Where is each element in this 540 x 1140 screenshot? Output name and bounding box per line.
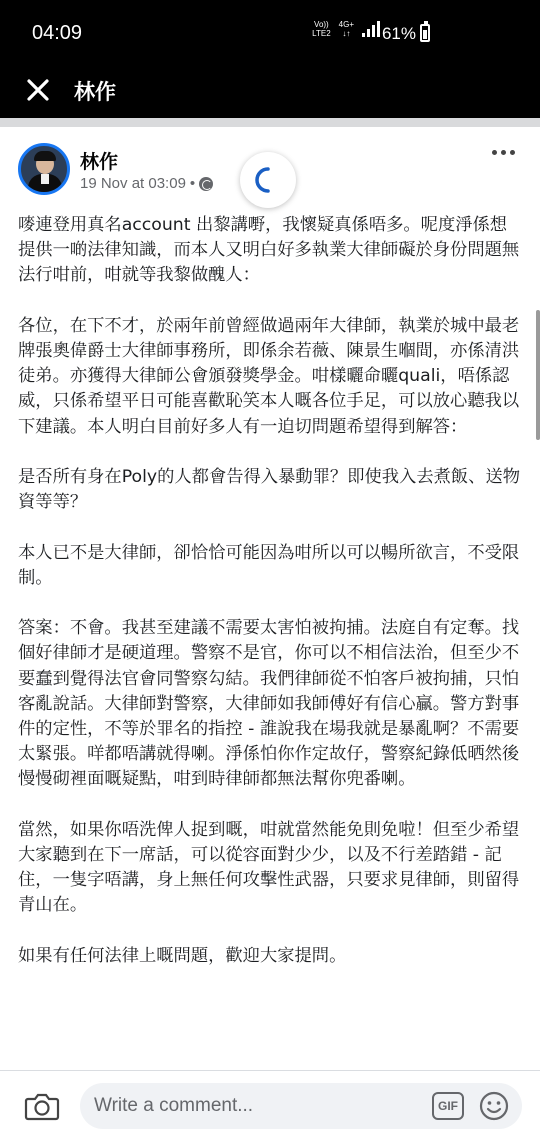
status-bar <box>0 0 540 66</box>
post-paragraph: 是否所有身在Poly的人都會告得入暴動罪？即使我入去煮飯、送物資等等？ <box>18 467 521 513</box>
status-time: 04:09 <box>32 22 83 44</box>
post-paragraph: 答案：不會。我甚至建議不需要太害怕被拘捕。法庭自有定奪。找個好律師才是硬道理。警察不是官，你可以不相信法治，但至少不要蠢到覺得法官會同警察勾結。我們律師從不怕客戶被拘捕，只怕客亂說話。大律師對警察，大律師如我師傅好有信心贏。警方對事件的定性，不等於罪名的指控 - 誰說我在場我就是暴亂啊？不需要太緊張。咩都唔講就得喇。淨係怕你作定故仔，警察紀錄低晒然後慢慢砌裡面嘅疑點，咁到時律師都無法幫你兜番喇。 <box>18 618 520 790</box>
scrollbar[interactable] <box>536 310 540 440</box>
comment-bar <box>0 1070 540 1140</box>
volte-bottom: LTE2 <box>312 29 331 38</box>
network-top: 4G+ <box>338 20 354 29</box>
gif-button[interactable]: GIF <box>432 1092 464 1120</box>
battery-icon <box>420 24 430 42</box>
network-bottom: ↓↑ <box>342 29 351 38</box>
app-bar <box>0 66 540 118</box>
emoji-icon[interactable] <box>478 1090 510 1122</box>
camera-icon[interactable] <box>24 1091 60 1121</box>
post-paragraph: 當然，如果你唔洗俾人捉到嘅，咁就當然能免則免啦！但至少希望大家聽到在下一席話，可以從容面對少少，以及不行差踏錯 - 記住，一隻字唔講，身上無任何攻擊性武器，只要求見律師，則留得青山在。 <box>18 819 520 916</box>
signal-icon <box>362 21 380 37</box>
volte-top: Vo)) <box>314 20 329 29</box>
post-paragraph: 各位，在下不才，於兩年前曾經做過兩年大律師，執業於城中最老牌張奧偉爵士大律師事務所，即係余若薇、陳景生嗰間，亦係清洪徒弟。亦獲得大律師公會頒發獎學金。咁樣曬命曬quali，唔係認威，只係希望平日可能喜歡恥笑本人嘅各位手足，可以放心聽我以下建議。本人明白目前好多人有一迫切問題希望得到解答： <box>18 315 520 437</box>
comment-placeholder: Write a comment... <box>94 1095 254 1116</box>
post-header <box>0 127 540 207</box>
post-timestamp[interactable]: 19 Nov at 03:09 <box>80 175 186 192</box>
meta-separator: • <box>189 175 196 192</box>
divider <box>0 118 540 127</box>
globe-icon <box>199 177 213 191</box>
post-body <box>18 213 524 994</box>
post-paragraph: 如果有任何法律上嘅問題，歡迎大家提問。 <box>18 945 347 966</box>
loading-spinner <box>240 152 296 208</box>
post-paragraph: 嘜連登用真名account 出黎講嘢，我懷疑真係唔多。呢度淨係想提供一啲法律知識，而本人又明白好多執業大律師礙於身份問題無法行咁前，咁就等我黎做醜人： <box>18 215 520 286</box>
battery-level: 61% <box>381 24 416 43</box>
more-options-icon[interactable] <box>492 145 518 159</box>
comment-input[interactable] <box>80 1083 522 1129</box>
status-indicators <box>312 20 380 38</box>
author-name[interactable]: 林作 <box>80 151 119 173</box>
app-title: 林作 <box>74 80 116 104</box>
post-paragraph: 本人已不是大律師，卻恰恰可能因為咁所以可以暢所欲言，不受限制。 <box>18 542 520 588</box>
avatar[interactable] <box>18 143 70 195</box>
spinner-icon <box>254 166 282 194</box>
post-meta <box>80 175 213 192</box>
volte-indicator <box>312 20 331 38</box>
network-indicator <box>339 20 354 38</box>
close-icon[interactable] <box>24 76 52 104</box>
